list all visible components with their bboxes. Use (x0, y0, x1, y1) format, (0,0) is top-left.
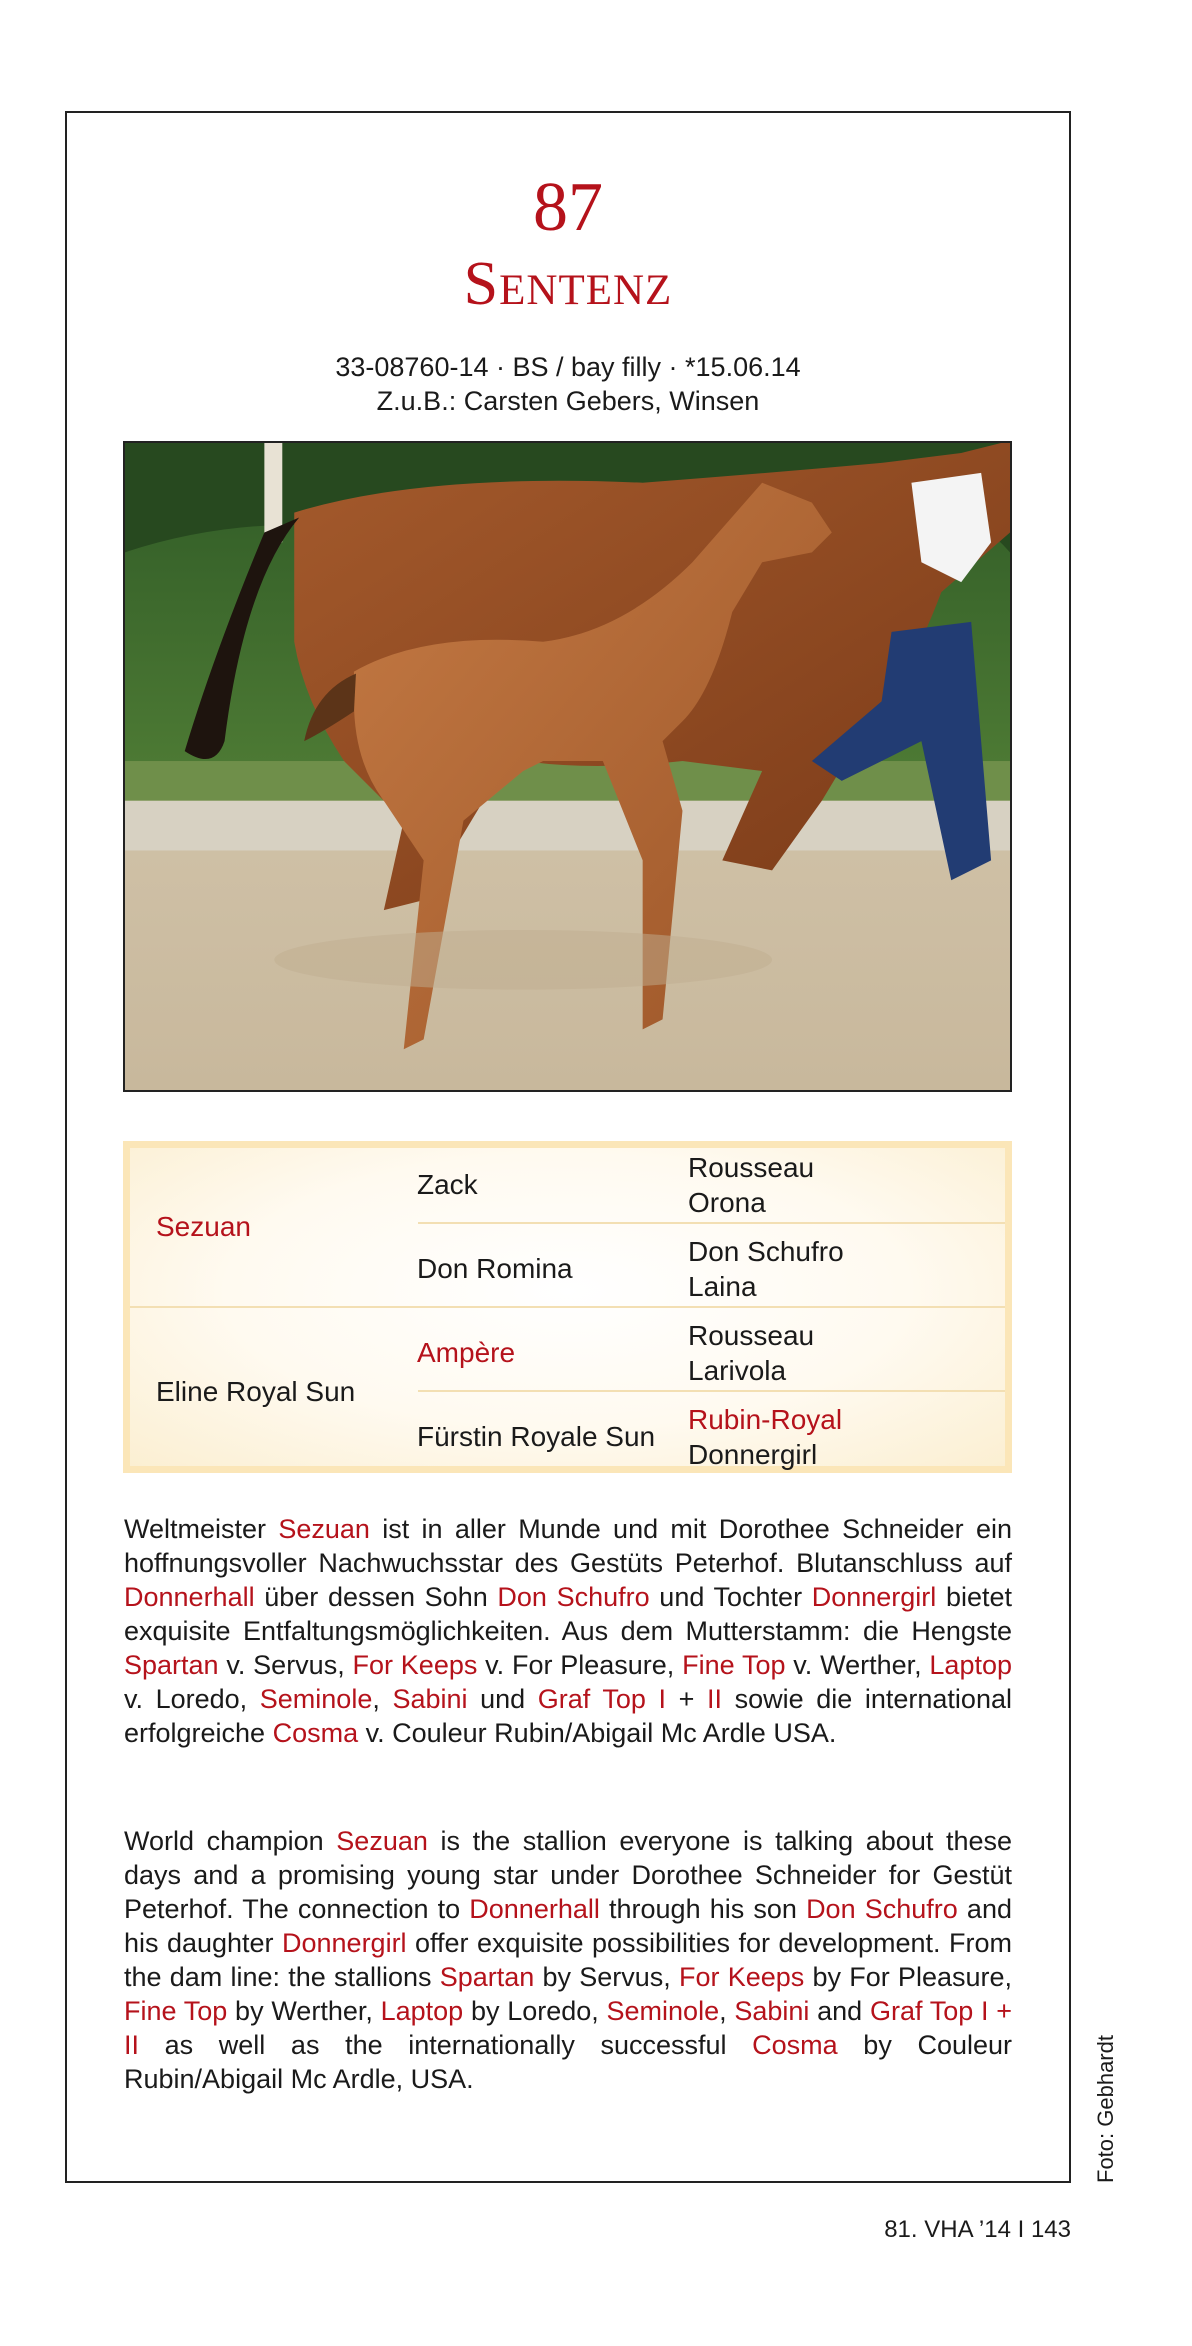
description-german (124, 1512, 1012, 1750)
pedigree-divider (130, 1306, 1005, 1308)
text-run: by Loredo, (463, 1996, 607, 2026)
pedigree-sd-sire: Don Schufro (688, 1236, 844, 1267)
pedigree-dam: Eline Royal Sun (156, 1376, 356, 1407)
pedigree-divider (418, 1222, 1005, 1224)
pedigree-ds-sire: Rousseau (688, 1320, 815, 1351)
text-run: v. Loredo, (124, 1684, 260, 1714)
text-run: by Werther, (227, 1996, 381, 2026)
pedigree-dd-sire: Rubin-Royal (688, 1404, 843, 1435)
highlighted-name: Donnerhall (469, 1894, 600, 1924)
highlighted-name: Sezuan (278, 1514, 370, 1544)
text-run: offer exquisite possibilities for development. From the dam line: the stallions (124, 1928, 1012, 1992)
highlighted-name: II (707, 1684, 723, 1714)
horse-photo (123, 441, 1012, 1092)
page-folio: 81. VHA ’14 I 143 (884, 2216, 1071, 2243)
highlighted-name: Seminole (606, 1996, 720, 2026)
pedigree-table (123, 1141, 1012, 1473)
highlighted-name: Fine Top (682, 1650, 786, 1680)
highlighted-name: Donnerhall (124, 1582, 255, 1612)
highlighted-name: Sabini (734, 1996, 810, 2026)
photo-credit: Foto: Gebhardt (1093, 2035, 1118, 2183)
pedigree-ds-dam: Larivola (688, 1355, 787, 1386)
text-run: is the stallion everyone is talking about these days and a promising young star under Dorothee Schneider for Gestüt Peterhof. The connection to (124, 1826, 1012, 1924)
highlighted-name: Spartan (439, 1962, 535, 1992)
highlighted-name: Cosma (272, 1718, 359, 1748)
breeder-line: Z.u.B.: Carsten Gebers, Winsen (376, 386, 760, 416)
text-run: und (467, 1684, 538, 1714)
highlighted-name: Sezuan (336, 1826, 428, 1856)
registration-line: 33-08760-14 · BS / bay filly · *15.06.14 (335, 352, 801, 382)
text-run: World champion (124, 1826, 337, 1856)
text-run: ist in aller Munde und mit Dorothee Schneider ein hoffnungsvoller Nachwuchsstar des Gestüts Peterhof. Blutanschluss auf (124, 1514, 1013, 1578)
text-run: by Servus, (534, 1962, 679, 1992)
highlighted-name: Fine Top (124, 1996, 228, 2026)
text-run: über dessen Sohn (254, 1582, 498, 1612)
text-run: through his son (599, 1894, 807, 1924)
lot-number: 87 (533, 169, 603, 246)
text-run: by For Pleasure, (804, 1962, 1012, 1992)
text-run: Weltmeister (124, 1514, 279, 1544)
pedigree-dd-dam: Donnergirl (688, 1439, 818, 1470)
pedigree-sd-dam: Laina (688, 1271, 757, 1302)
text-run: by Couleur Rubin/Abigail Mc Ardle, USA. (124, 2030, 1012, 2094)
english-paragraph (124, 1824, 1012, 2096)
highlighted-name: Spartan (124, 1650, 219, 1680)
text-run: und Tochter (649, 1582, 812, 1612)
pedigree-sire: Sezuan (156, 1211, 251, 1242)
highlighted-name: Don Schufro (497, 1582, 650, 1612)
text-run: v. For Pleasure, (477, 1650, 683, 1680)
description-english (124, 1824, 1012, 2096)
pedigree-sire-sire: Zack (417, 1169, 478, 1200)
text-run: + (666, 1684, 707, 1714)
horse-name: Sentenz (463, 250, 673, 318)
horse-photo-illustration (125, 443, 1010, 1090)
highlighted-name: For Keeps (352, 1650, 478, 1680)
highlighted-name: Graf Top I (537, 1684, 667, 1714)
text-run: and his daughter (124, 1894, 1012, 1958)
highlighted-name: Cosma (752, 2030, 838, 2060)
highlighted-name: Sabini (392, 1684, 468, 1714)
text-run: , (719, 1996, 735, 2026)
highlighted-name: Donnergirl (282, 1928, 407, 1958)
highlighted-name: Laptop (929, 1650, 1012, 1680)
text-run: as well as the internationally successful (139, 2030, 753, 2060)
highlighted-name: Laptop (380, 1996, 464, 2026)
german-paragraph (124, 1512, 1012, 1750)
highlighted-name: Seminole (259, 1684, 373, 1714)
highlighted-name: Don Schufro (806, 1894, 958, 1924)
pedigree-sire-dam: Don Romina (417, 1253, 573, 1284)
pedigree-panel (130, 1148, 1005, 1470)
pedigree-ss-sire: Rousseau (688, 1152, 815, 1183)
highlighted-name: For Keeps (679, 1962, 805, 1992)
text-run: v. Couleur Rubin/Abigail Mc Ardle USA. (358, 1718, 837, 1748)
pedigree-divider (418, 1390, 1005, 1392)
text-run: v. Servus, (218, 1650, 353, 1680)
text-run: bietet exquisite Entfaltungsmöglichkeiten. Aus dem Mutterstamm: die Hengste (124, 1582, 1012, 1646)
text-run: and (809, 1996, 870, 2026)
text-run: v. Werther, (785, 1650, 930, 1680)
text-run: , (372, 1684, 393, 1714)
highlighted-name: Donnergirl (811, 1582, 937, 1612)
pedigree-ss-dam: Orona (688, 1187, 766, 1218)
pedigree-dam-sire: Ampère (417, 1337, 516, 1368)
pedigree-dam-dam: Fürstin Royale Sun (417, 1421, 656, 1452)
text-run: sowie die international erfolgreiche (124, 1684, 1012, 1748)
highlighted-name: Graf Top I + II (124, 1996, 1013, 2060)
